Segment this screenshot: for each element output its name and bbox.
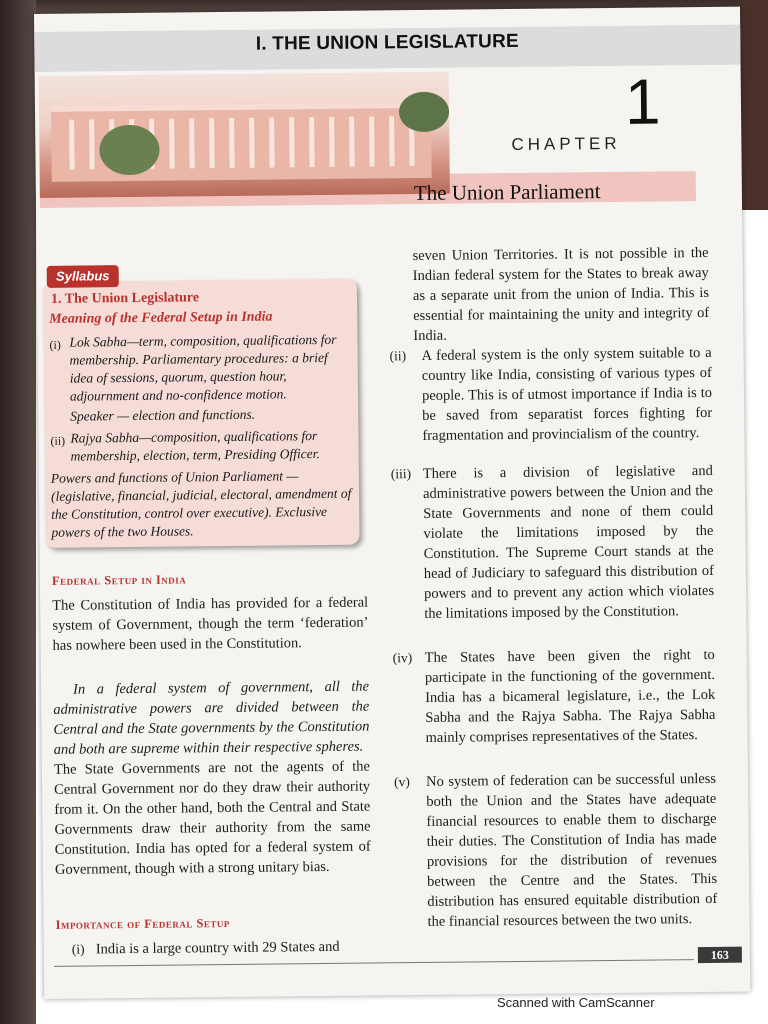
right-item-iii: There is a division of legislative and administrative powers between the Union and the State Governments and none of them could violate the limitations imposed by the Constitution. The Supreme Court stands at the head of Judiciary to safeguard this distribution of powers and to prevent any action which violates the limitations imposed by the Constitution. (422, 462, 715, 622)
right-item-ii-number: (ii) (389, 348, 407, 364)
syllabus-heading: 1. The Union Legislature (50, 290, 200, 307)
right-item-iv: The States have been given the right to participate in the functioning of the government. India has a bicameral legislature, i.e., the Lok Sabha and the Rajya Sabha. The Rajya Sabha mainly comprises representatives of the States. (424, 646, 716, 746)
chapter-label: CHAPTER (511, 133, 621, 155)
syllabus-item-1: Lok Sabha—term, composition, qualifications for membership. Parliamentary procedures: a brief idea of sessions, quorum, question hour, adjournment and no-confidence motion. (69, 331, 337, 404)
syllabus-subheading: Meaning of the Federal Setup in India (49, 309, 273, 327)
right-paragraph-continued: seven Union Territories. It is not possible in the Indian federal system for the States to break away as a separate unit from the union of India. This is essential for maintaining the unity and integrity of India. (412, 244, 710, 345)
parliament-image (39, 72, 450, 198)
importance-heading: Importance of Federal Setup (55, 915, 230, 932)
left-paragraph-1: The Constitution of India has provided for a federal system of Government, though the term ‘federation’ has nowhere been used in the Constitution. (52, 594, 369, 654)
syllabus-item-1-number: (i) (49, 337, 61, 352)
right-item-iii-number: (iii) (390, 466, 412, 482)
federal-setup-heading: Federal Setup in India (51, 572, 187, 588)
left-paragraph-2-rest: The State Governments are not the agents of the Central Government nor do they draw their authority from it. On the other hand, both the Central and State Governments draw their authority from the same Constitution. India has opted for a federal system of Government, though with a strong unitary bias. (53, 758, 371, 878)
syllabus-item-1-speaker: Speaker — election and functions. (70, 406, 256, 424)
chapter-number: 1 (624, 65, 661, 138)
background-left (0, 0, 36, 1024)
right-item-v-number: (v) (393, 774, 410, 790)
syllabus-tag: Syllabus (47, 265, 119, 288)
chapter-title: The Union Parliament (413, 179, 601, 206)
page-number: 163 (698, 947, 742, 963)
syllabus-item-2: Rajya Sabha—composition, qualifications for membership, election, term, Presiding Officer. (70, 428, 320, 464)
book-page (34, 7, 750, 999)
right-item-v: No system of federation can be successful unless both the Union and the States have adequate financial resources to enable them to discharge their duties. The Constitution of India has made provisions for the distribution of revenues between the Centre and the States. This distribution has ensured equitable distribution of the financial resources between the two units. (425, 770, 718, 930)
scanner-watermark: Scanned with CamScanner (497, 995, 655, 1010)
page-title: I. THE UNION LEGISLATURE (255, 30, 519, 55)
background-right (738, 0, 768, 210)
palm-tree-icon (399, 92, 449, 133)
syllabus-powers: Powers and functions of Union Parliament — (legislative, financial, judicial, electoral, amendment of the Constitution, control over executive). Exclusive powers of the two Houses. (50, 468, 352, 540)
right-item-iv-number: (iv) (392, 650, 413, 666)
left-paragraph-2-italic: In a federal system of government, all the administrative powers are divided between the Central and the State governments by the Constitution and both are supreme within their respective spheres. (53, 678, 370, 758)
left-item-i-number: (i) (71, 941, 85, 957)
left-item-i: India is a large country with 29 States and (95, 938, 340, 958)
syllabus-item-2-number: (ii) (50, 433, 66, 448)
right-item-ii: A federal system is the only system suitable to a country like India, consisting of various types of people. This is of utmost importance if India is to be saved from separatist forces fighting for fragmentation and provincialism of the country. (421, 344, 713, 444)
footer-rule (54, 959, 694, 967)
